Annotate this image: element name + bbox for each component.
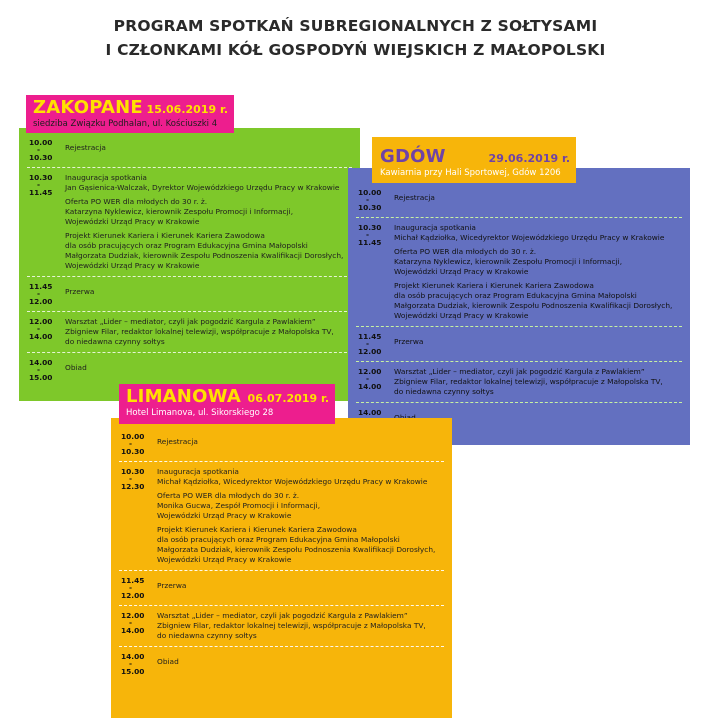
limanowa-header bbox=[119, 384, 335, 424]
session-block bbox=[394, 193, 684, 203]
time-dash: - bbox=[129, 618, 133, 627]
session-detail: Małgorzata Dudziak, kierownik Zespołu Podnoszenia Kwalifikacji Dorosłych, bbox=[394, 301, 673, 310]
session-content bbox=[153, 467, 452, 565]
limanowa-city: LIMANOWA bbox=[126, 386, 241, 407]
time-start: 10.30 bbox=[121, 467, 145, 476]
session-title: Oferta PO WER dla młodych do 30 r. ż. bbox=[157, 491, 300, 500]
zakopane-schedule bbox=[19, 138, 360, 382]
session-block bbox=[65, 287, 354, 297]
session-block bbox=[65, 197, 354, 227]
schedule-row bbox=[111, 652, 452, 676]
session-detail: Monika Gucwa, Zespół Promocji i Informacji, bbox=[157, 501, 321, 510]
session-title: Oferta PO WER dla młodych do 30 r. ż. bbox=[65, 197, 208, 206]
dashed-separator bbox=[27, 167, 352, 168]
session-detail: Jan Gąsienica-Walczak, Dyrektor Wojewódzkiego Urzędu Pracy w Krakowie bbox=[65, 183, 340, 192]
session-detail: do niedawna czynny sołtys bbox=[394, 387, 494, 396]
time-dash: - bbox=[129, 583, 133, 592]
dashed-separator bbox=[356, 361, 682, 362]
time-end: 14.00 bbox=[121, 626, 145, 635]
session-detail: Michał Kądziołka, Wicedyrektor Wojewódzkiego Urzędu Pracy w Krakowie bbox=[157, 477, 428, 486]
session-block bbox=[157, 611, 446, 641]
session-title: Rejestracja bbox=[65, 143, 106, 152]
dashed-separator bbox=[27, 276, 352, 277]
session-detail: Zbigniew Filar, redaktor lokalnej telewizji, współpracuje z Małopolska TV, bbox=[157, 621, 426, 630]
session-title: Projekt Kierunek Kariera i Kierunek Kariera Zawodowa bbox=[394, 281, 594, 290]
session-detail: dla osób pracujących oraz Program Edukacyjna Gmina Małopolski bbox=[394, 291, 637, 300]
session-detail: do niedawna czynny sołtys bbox=[157, 631, 257, 640]
schedule-row bbox=[348, 223, 690, 321]
gdow-schedule bbox=[348, 188, 690, 432]
limanowa-schedule bbox=[111, 432, 452, 676]
time-range bbox=[29, 282, 61, 306]
time-dash: - bbox=[366, 195, 370, 204]
dashed-separator bbox=[119, 646, 444, 647]
time-start: 14.00 bbox=[358, 408, 382, 417]
session-title: Projekt Kierunek Kariera i Kierunek Kariera Zawodowa bbox=[65, 231, 265, 240]
session-block bbox=[157, 657, 446, 667]
dashed-separator bbox=[119, 461, 444, 462]
time-end: 14.00 bbox=[29, 332, 53, 341]
time-range bbox=[121, 611, 153, 641]
session-detail: Wojewódzki Urząd Pracy w Krakowie bbox=[157, 511, 292, 520]
session-title: Warsztat „Lider – mediator, czyli jak pogodzić Kargula z Pawlakiem” bbox=[157, 611, 408, 620]
session-detail: Wojewódzki Urząd Pracy w Krakowie bbox=[65, 261, 200, 270]
time-end: 14.00 bbox=[358, 382, 382, 391]
time-end: 10.30 bbox=[29, 153, 53, 162]
time-range bbox=[358, 367, 390, 397]
session-title: Inauguracja spotkania bbox=[65, 173, 147, 182]
session-block bbox=[65, 317, 354, 347]
session-content bbox=[153, 611, 452, 641]
session-block bbox=[65, 363, 354, 373]
session-title: Warsztat „Lider – mediator, czyli jak pogodzić Kargula z Pawlakiem” bbox=[394, 367, 645, 376]
time-end: 12.00 bbox=[29, 297, 53, 306]
schedule-row bbox=[348, 367, 690, 397]
session-title: Rejestracja bbox=[157, 437, 198, 446]
time-start: 10.00 bbox=[121, 432, 145, 441]
session-content bbox=[153, 432, 452, 456]
time-dash: - bbox=[366, 339, 370, 348]
schedule-row bbox=[111, 611, 452, 641]
session-detail: Katarzyna Nyklewicz, kierownik Zespołu Promocji i Informacji, bbox=[65, 207, 294, 216]
session-content bbox=[61, 317, 360, 347]
session-detail: Małgorzata Dudziak, kierownik Zespołu Podnoszenia Kwalifikacji Dorosłych, bbox=[65, 251, 344, 260]
session-content bbox=[390, 367, 690, 397]
time-range bbox=[29, 138, 61, 162]
session-block bbox=[394, 367, 684, 397]
limanowa-date: 06.07.2019 r. bbox=[247, 392, 329, 405]
schedule-row bbox=[19, 317, 360, 347]
time-start: 10.30 bbox=[358, 223, 382, 232]
schedule-row bbox=[111, 467, 452, 565]
session-detail: Małgorzata Dudziak, kierownik Zespołu Podnoszenia Kwalifikacji Dorosłych, bbox=[157, 545, 436, 554]
time-start: 11.45 bbox=[121, 576, 145, 585]
limanowa-address: Hotel Limanova, ul. Sikorskiego 28 bbox=[126, 408, 274, 418]
time-start: 14.00 bbox=[29, 358, 53, 367]
session-title: Obiad bbox=[65, 363, 87, 372]
session-title: Warsztat „Lider – mediator, czyli jak pogodzić Kargula z Pawlakiem” bbox=[65, 317, 316, 326]
time-start: 12.00 bbox=[29, 317, 53, 326]
dashed-separator bbox=[27, 352, 352, 353]
gdow-city: GDÓW bbox=[380, 146, 446, 167]
time-end: 12.30 bbox=[121, 482, 145, 491]
schedule-row bbox=[348, 332, 690, 356]
session-detail: Katarzyna Nyklewicz, kierownik Zespołu Promocji i Informacji, bbox=[394, 257, 623, 266]
time-dash: - bbox=[366, 230, 370, 239]
session-detail: Wojewódzki Urząd Pracy w Krakowie bbox=[394, 311, 529, 320]
session-content bbox=[390, 223, 690, 321]
time-end: 10.30 bbox=[358, 203, 382, 212]
zakopane-city: ZAKOPANE bbox=[33, 97, 143, 118]
schedule-row bbox=[111, 576, 452, 600]
dashed-separator bbox=[356, 217, 682, 218]
session-block bbox=[157, 525, 446, 565]
time-end: 12.00 bbox=[358, 347, 382, 356]
time-start: 12.00 bbox=[358, 367, 382, 376]
session-content bbox=[390, 188, 690, 212]
session-block bbox=[65, 143, 354, 153]
time-range bbox=[121, 432, 153, 456]
dashed-separator bbox=[356, 402, 682, 403]
session-content bbox=[153, 652, 452, 676]
time-dash: - bbox=[37, 180, 41, 189]
session-detail: Wojewódzki Urząd Pracy w Krakowie bbox=[157, 555, 292, 564]
session-block bbox=[65, 231, 354, 271]
time-end: 15.00 bbox=[121, 667, 145, 676]
session-title: Oferta PO WER dla młodych do 30 r. ż. bbox=[394, 247, 537, 256]
time-range bbox=[29, 317, 61, 347]
gdow-panel bbox=[348, 168, 690, 445]
limanowa-panel bbox=[111, 418, 452, 718]
time-dash: - bbox=[37, 289, 41, 298]
time-dash: - bbox=[129, 439, 133, 448]
session-content bbox=[61, 138, 360, 162]
session-title: Przerwa bbox=[157, 581, 187, 590]
session-block bbox=[157, 467, 446, 487]
time-start: 12.00 bbox=[121, 611, 145, 620]
time-start: 10.00 bbox=[29, 138, 53, 147]
schedule-row bbox=[19, 173, 360, 271]
zakopane-header bbox=[26, 95, 234, 133]
session-block bbox=[65, 173, 354, 193]
time-start: 11.45 bbox=[29, 282, 53, 291]
session-block bbox=[157, 437, 446, 447]
session-title: Przerwa bbox=[65, 287, 95, 296]
session-content bbox=[390, 332, 690, 356]
schedule-row bbox=[111, 432, 452, 456]
session-detail: Wojewódzki Urząd Pracy w Krakowie bbox=[65, 217, 200, 226]
dashed-separator bbox=[119, 570, 444, 571]
session-block bbox=[394, 223, 684, 243]
schedule-row bbox=[19, 358, 360, 382]
time-dash: - bbox=[129, 659, 133, 668]
time-dash: - bbox=[37, 324, 41, 333]
time-start: 10.00 bbox=[358, 188, 382, 197]
session-block bbox=[157, 581, 446, 591]
session-title: Obiad bbox=[157, 657, 179, 666]
session-content bbox=[61, 358, 360, 382]
time-start: 11.45 bbox=[358, 332, 382, 341]
time-range bbox=[358, 332, 390, 356]
session-detail: dla osób pracujących oraz Program Edukacyjna Gmina Małopolski bbox=[157, 535, 400, 544]
session-detail: Zbigniew Filar, redaktor lokalnej telewizji, współpracuje z Małopolska TV, bbox=[65, 327, 334, 336]
session-detail: Wojewódzki Urząd Pracy w Krakowie bbox=[394, 267, 529, 276]
schedule-row bbox=[19, 282, 360, 306]
session-title: Rejestracja bbox=[394, 193, 435, 202]
gdow-date: 29.06.2019 r. bbox=[488, 152, 570, 165]
time-range bbox=[358, 223, 390, 321]
time-end: 11.45 bbox=[358, 238, 382, 247]
session-content bbox=[153, 576, 452, 600]
title-line-2: I CZŁONKAMI KÓŁ GOSPODYŃ WIEJSKICH Z MAŁOPOLSKI bbox=[105, 41, 606, 59]
zakopane-panel bbox=[19, 128, 360, 401]
time-end: 15.00 bbox=[29, 373, 53, 382]
time-dash: - bbox=[37, 145, 41, 154]
session-block bbox=[157, 491, 446, 521]
page-title bbox=[0, 14, 711, 62]
session-title: Przerwa bbox=[394, 337, 424, 346]
time-end: 10.30 bbox=[121, 447, 145, 456]
session-block bbox=[394, 337, 684, 347]
time-range bbox=[121, 576, 153, 600]
session-detail: Michał Kądziołka, Wicedyrektor Wojewódzkiego Urzędu Pracy w Krakowie bbox=[394, 233, 665, 242]
session-title: Projekt Kierunek Kariera i Kierunek Kariera Zawodowa bbox=[157, 525, 357, 534]
zakopane-address: siedziba Związku Podhalan, ul. Kościuszki 4 bbox=[33, 119, 218, 129]
time-range bbox=[121, 652, 153, 676]
time-end: 11.45 bbox=[29, 188, 53, 197]
session-title: Inauguracja spotkania bbox=[157, 467, 239, 476]
time-range bbox=[121, 467, 153, 565]
session-content bbox=[61, 282, 360, 306]
zakopane-date: 15.06.2019 r. bbox=[146, 103, 228, 116]
time-range bbox=[29, 358, 61, 382]
session-content bbox=[61, 173, 360, 271]
session-block bbox=[394, 247, 684, 277]
title-line-1: PROGRAM SPOTKAŃ SUBREGIONALNYCH Z SOŁTYSAMI bbox=[113, 17, 598, 35]
schedule-row bbox=[19, 138, 360, 162]
gdow-address: Kawiarnia przy Hali Sportowej, Gdów 1206 bbox=[380, 168, 561, 178]
time-dash: - bbox=[366, 374, 370, 383]
session-block bbox=[394, 281, 684, 321]
schedule-row bbox=[348, 188, 690, 212]
session-title: Inauguracja spotkania bbox=[394, 223, 476, 232]
time-end: 12.00 bbox=[121, 591, 145, 600]
time-range bbox=[358, 188, 390, 212]
dashed-separator bbox=[119, 605, 444, 606]
time-range bbox=[29, 173, 61, 271]
gdow-header bbox=[372, 137, 576, 183]
time-dash: - bbox=[37, 365, 41, 374]
time-dash: - bbox=[129, 474, 133, 483]
dashed-separator bbox=[27, 311, 352, 312]
time-start: 14.00 bbox=[121, 652, 145, 661]
dashed-separator bbox=[356, 326, 682, 327]
session-detail: dla osób pracujących oraz Program Edukacyjna Gmina Małopolski bbox=[65, 241, 308, 250]
session-detail: do niedawna czynny sołtys bbox=[65, 337, 165, 346]
session-detail: Zbigniew Filar, redaktor lokalnej telewizji, współpracuje z Małopolska TV, bbox=[394, 377, 663, 386]
time-start: 10.30 bbox=[29, 173, 53, 182]
